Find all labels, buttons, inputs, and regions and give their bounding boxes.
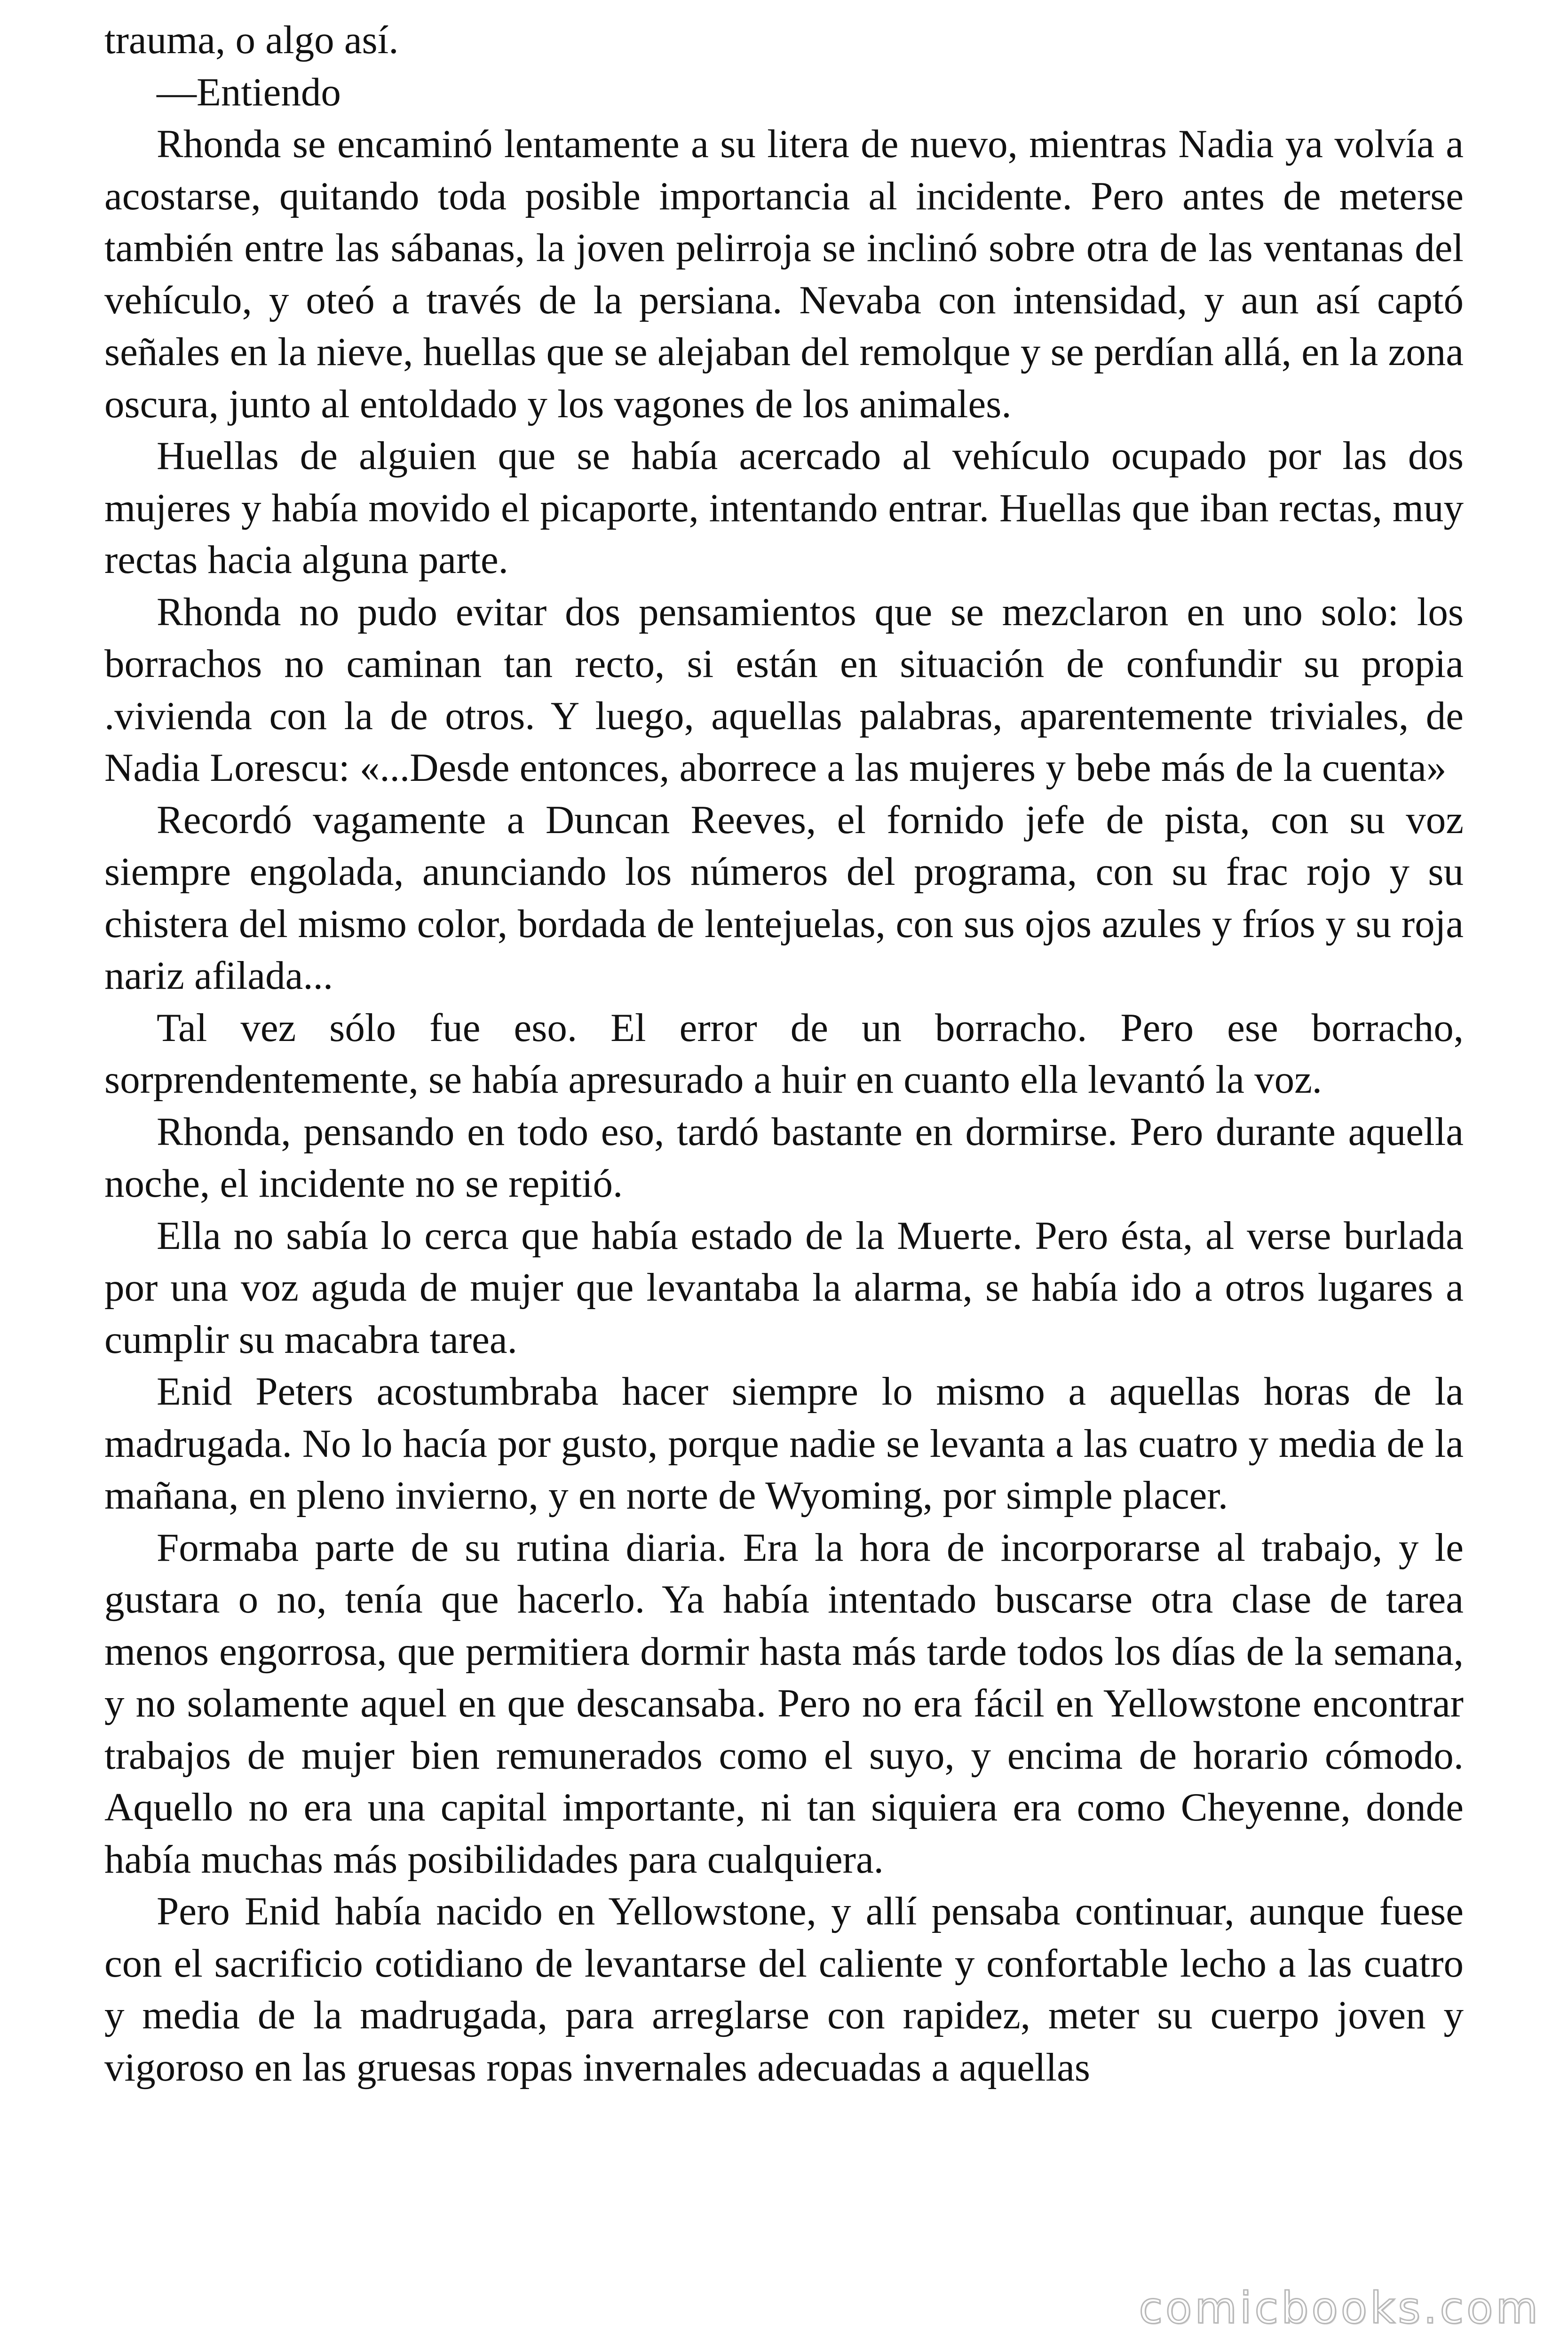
- paragraph-4: Huellas de alguien que se había acercado al vehículo ocupado por las dos mujeres y había movido el picaporte, intentando entrar. Huellas que iban rectas, muy rectas hacia alguna parte.: [104, 434, 1464, 582]
- paragraph-5: Rhonda no pudo evitar dos pensamientos que se mezclaron en uno solo: los borrachos no caminan tan recto, si están en situación de confundir su propia .vivienda con la de otros. Y luego, aquellas palabras, aparentemente triviales, de Nadia Lorescu: «...Desde entonces, aborrece a las mujeres y bebe más de la cuenta»: [104, 589, 1464, 790]
- paragraph-3: Rhonda se encaminó lentamente a su litera de nuevo, mientras Nadia ya volvía a acostarse, quitando toda posible importancia al incidente. Pero antes de meterse también entre las sábanas, la joven pelirroja se inclinó sobre otra de las ventanas del vehículo, y oteó a través de la persiana. Nevaba con intensidad, y aun así captó señales en la nieve, huellas que se alejaban del remolque y se perdían allá, en la zona oscura, junto al entoldado y los vagones de los animales.: [104, 122, 1464, 426]
- paragraph-11: Formaba parte de su rutina diaria. Era la hora de incorporarse al trabajo, y le gustara o no, tenía que hacerlo. Ya había intentado buscarse otra clase de tarea menos engorrosa, que permitiera dormir hasta más tarde todos los días de la semana, y no solamente aquel en que descansaba. Pero no era fácil en Yellowstone encontrar trabajos de mujer bien remunerados como el suyo, y encima de horario cómodo. Aquello no era una capital importante, ni tan siquiera era como Cheyenne, donde había muchas más posibilidades para cualquiera.: [104, 1525, 1464, 1882]
- watermark: comicbooks.com: [1139, 2283, 1541, 2333]
- paragraph-1: trauma, o algo así.: [104, 18, 399, 62]
- paragraph-12: Pero Enid había nacido en Yellowstone, y allí pensaba continuar, aunque fuese con el sacrificio cotidiano de levantarse del caliente y confortable lecho a las cuatro y media de la madrugada, para arreglarse con rapidez, meter su cuerpo joven y vigoroso en las gruesas ropas invernales adecuadas a aquellas: [104, 1889, 1464, 2090]
- paragraph-2: —Entiendo: [157, 70, 341, 114]
- paragraph-6: Recordó vagamente a Duncan Reeves, el fornido jefe de pista, con su voz siempre engolada, anunciando los números del programa, con su frac rojo y su chistera del mismo color, bordada de lentejuelas, con sus ojos azules y fríos y su roja nariz afilada...: [104, 797, 1464, 998]
- paragraph-10: Enid Peters acostumbraba hacer siempre lo mismo a aquellas horas de la madrugada. No lo hacía por gusto, porque nadie se levanta a las cuatro y media de la mañana, en pleno invierno, y en norte de Wyoming, por simple placer.: [104, 1369, 1464, 1518]
- paragraph-8: Rhonda, pensando en todo eso, tardó bastante en dormirse. Pero durante aquella noche, el incidente no se repitió.: [104, 1109, 1464, 1206]
- paragraph-9: Ella no sabía lo cerca que había estado de la Muerte. Pero ésta, al verse burlada por una voz aguda de mujer que levantaba la alarma, se había ido a otros lugares a cumplir su macabra tarea.: [104, 1213, 1464, 1362]
- paragraph-7: Tal vez sólo fue eso. El error de un borracho. Pero ese borracho, sorprendentemente, se había apresurado a huir en cuanto ella levantó la voz.: [104, 1005, 1464, 1102]
- page-text: [104, 14, 1464, 2093]
